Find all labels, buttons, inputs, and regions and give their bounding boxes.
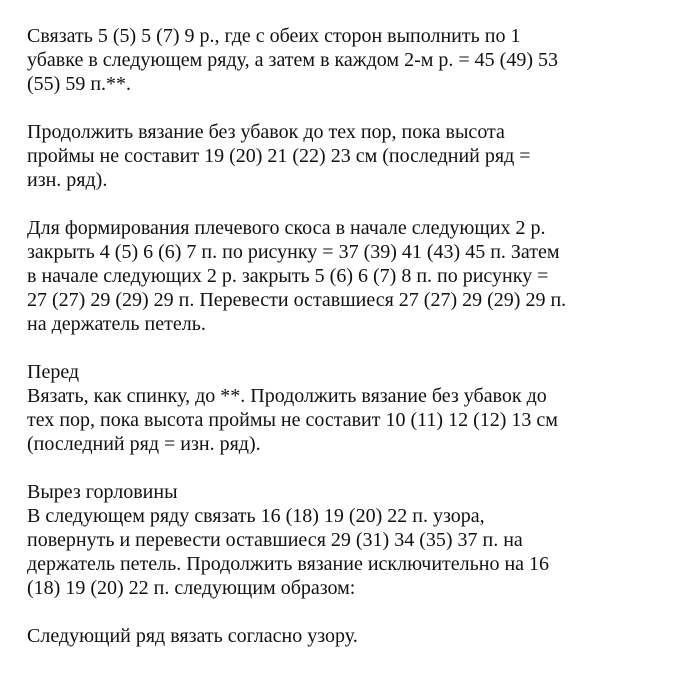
text-line: на держатель петель. bbox=[27, 313, 206, 335]
section-heading-front: Перед bbox=[27, 361, 80, 383]
text-line: В следующем ряду связать 16 (18) 19 (20) 22 п. узора, bbox=[27, 505, 485, 527]
text-line: в начале следующих 2 р. закрыть 5 (6) 6 (7) 8 п. по рисунку = bbox=[27, 265, 549, 287]
paragraph-neckline bbox=[27, 480, 677, 600]
text-line: Связать 5 (5) 5 (7) 9 р., где с обеих сторон выполнить по 1 bbox=[27, 25, 521, 47]
paragraph-back-armhole-decrease bbox=[27, 24, 677, 96]
text-line: (последний ряд = изн. ряд). bbox=[27, 433, 261, 455]
paragraph-back-armhole-height bbox=[27, 120, 677, 192]
text-line: держатель петель. Продолжить вязание исключительно на 16 bbox=[27, 553, 550, 575]
text-line: Следующий ряд вязать согласно узору. bbox=[27, 625, 358, 647]
text-line: 27 (27) 29 (29) 29 п. Перевести оставшиеся 27 (27) 29 (29) 29 п. bbox=[27, 289, 567, 311]
section-heading-neckline: Вырез горловины bbox=[27, 481, 178, 503]
paragraph-shoulder-shaping bbox=[27, 216, 677, 336]
paragraph-front bbox=[27, 360, 677, 456]
text-line: (55) 59 п.**. bbox=[27, 73, 132, 95]
text-line: Для формирования плечевого скоса в начале следующих 2 р. bbox=[27, 217, 546, 239]
text-line: закрыть 4 (5) 6 (6) 7 п. по рисунку = 37 (39) 41 (43) 45 п. Затем bbox=[27, 241, 560, 263]
text-line: проймы не составит 19 (20) 21 (22) 23 см (последний ряд = bbox=[27, 145, 531, 167]
text-line: изн. ряд). bbox=[27, 169, 108, 191]
text-line: тех пор, пока высота проймы не составит 10 (11) 12 (12) 13 см bbox=[27, 409, 558, 431]
text-line: Вязать, как спинку, до **. Продолжить вязание без убавок до bbox=[27, 385, 547, 407]
text-line: (18) 19 (20) 22 п. следующим образом: bbox=[27, 577, 356, 599]
paragraph-next-row bbox=[27, 624, 677, 648]
document-page bbox=[27, 24, 677, 672]
text-line: Продолжить вязание без убавок до тех пор, пока высота bbox=[27, 121, 505, 143]
text-line: убавке в следующем ряду, а затем в каждом 2-м р. = 45 (49) 53 bbox=[27, 49, 558, 71]
text-line: повернуть и перевести оставшиеся 29 (31) 34 (35) 37 п. на bbox=[27, 529, 523, 551]
